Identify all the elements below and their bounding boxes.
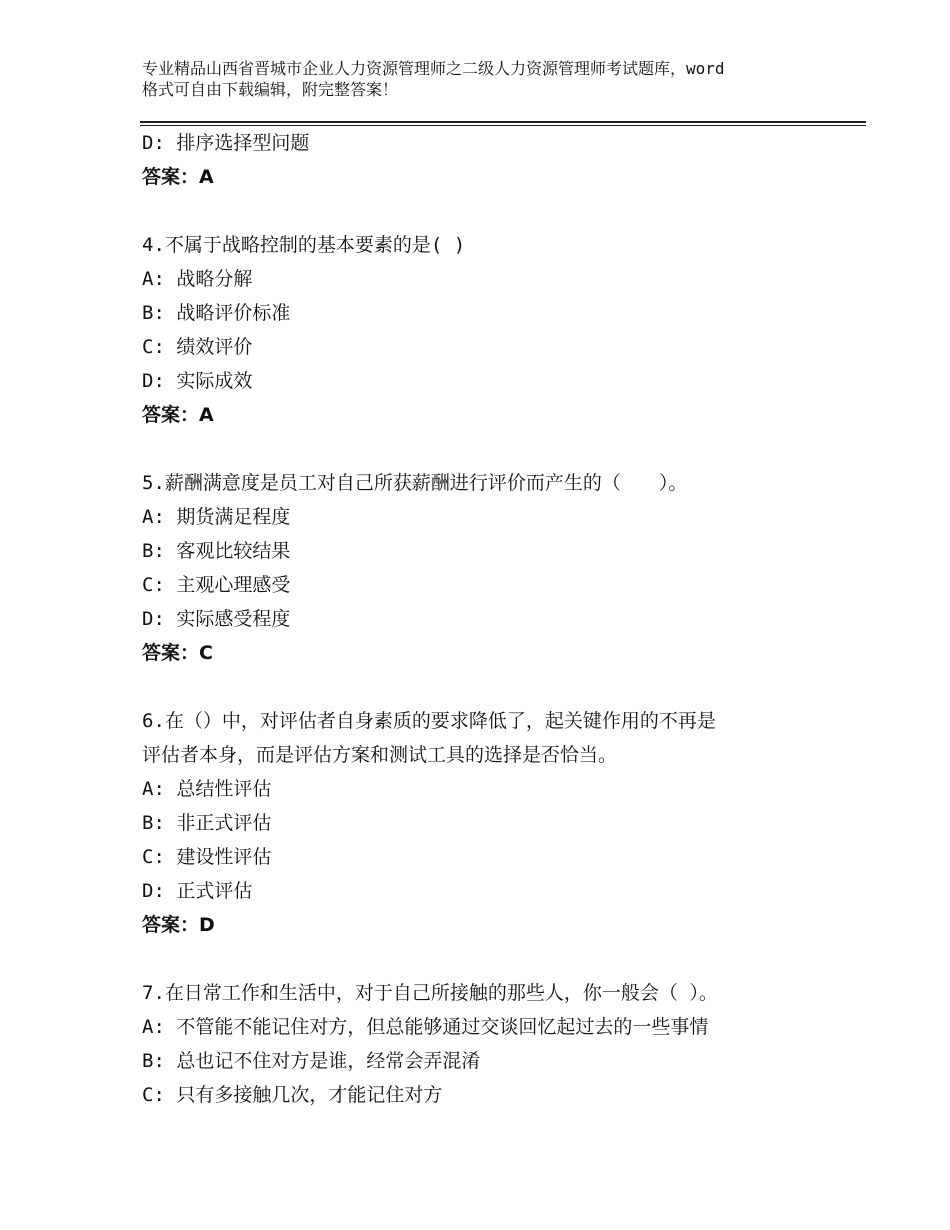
option-d: D: 正式评估 bbox=[142, 880, 253, 902]
answer-label: 答案：C bbox=[142, 642, 213, 664]
header-title-line-2: 格式可自由下载编辑，附完整答案！ bbox=[142, 80, 399, 99]
question-3-tail bbox=[142, 126, 866, 194]
answer-label: 答案：A bbox=[142, 404, 214, 426]
question-stem-line-1: 6.在（）中，对评估者自身素质的要求降低了，起关键作用的不再是 bbox=[142, 710, 716, 732]
spacer bbox=[142, 942, 866, 976]
document-body bbox=[142, 126, 866, 1112]
question-stem: 4.不属于战略控制的基本要素的是( ) bbox=[142, 234, 466, 256]
option-c: C: 绩效评价 bbox=[142, 336, 253, 358]
question-6 bbox=[142, 704, 866, 942]
option-b: B: 总也记不住对方是谁，经常会弄混淆 bbox=[142, 1050, 481, 1072]
option-b: B: 客观比较结果 bbox=[142, 540, 291, 562]
question-7 bbox=[142, 976, 866, 1112]
option-a: A: 战略分解 bbox=[142, 268, 253, 290]
question-5 bbox=[142, 466, 866, 670]
question-stem: 5.薪酬满意度是员工对自己所获薪酬进行评价而产生的（ ）。 bbox=[142, 472, 688, 494]
answer-label: 答案：A bbox=[142, 166, 214, 188]
option-a: A: 不管能不能记住对方，但总能够通过交谈回忆起过去的一些事情 bbox=[142, 1016, 709, 1038]
question-stem: 7.在日常工作和生活中，对于自己所接触的那些人，你一般会（ ）。 bbox=[142, 982, 718, 1004]
answer-label: 答案：D bbox=[142, 914, 215, 936]
option-a: A: 总结性评估 bbox=[142, 778, 272, 800]
spacer bbox=[142, 194, 866, 228]
option-b: B: 战略评价标准 bbox=[142, 302, 291, 324]
option-c: C: 建设性评估 bbox=[142, 846, 272, 868]
option-c: C: 只有多接触几次，才能记住对方 bbox=[142, 1084, 443, 1106]
spacer bbox=[142, 670, 866, 704]
question-stem-line-2: 评估者本身，而是评估方案和测试工具的选择是否恰当。 bbox=[142, 744, 618, 766]
option-d: D: 实际成效 bbox=[142, 370, 253, 392]
header-title-line-1: 专业精品山西省晋城市企业人力资源管理师之二级人力资源管理师考试题库，word bbox=[142, 59, 725, 78]
document-header bbox=[142, 58, 822, 100]
option-b: B: 非正式评估 bbox=[142, 812, 272, 834]
option-d: D: 排序选择型问题 bbox=[142, 132, 310, 154]
spacer bbox=[142, 432, 866, 466]
option-a: A: 期货满足程度 bbox=[142, 506, 291, 528]
option-c: C: 主观心理感受 bbox=[142, 574, 291, 596]
header-divider-thick bbox=[140, 121, 866, 123]
option-d: D: 实际感受程度 bbox=[142, 608, 291, 630]
question-4 bbox=[142, 228, 866, 432]
